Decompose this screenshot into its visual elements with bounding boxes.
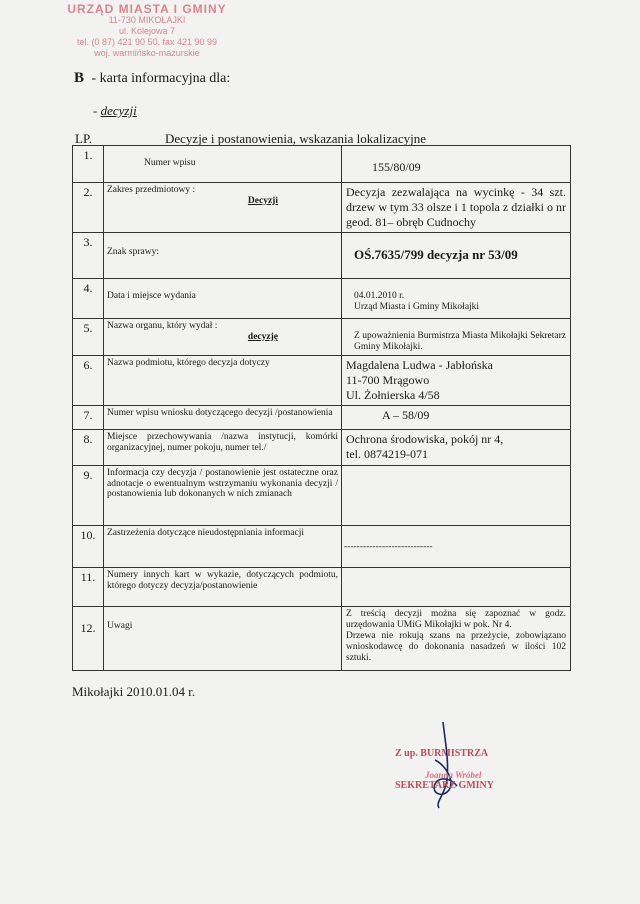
row-label-text: Numer wpisu wniosku dotyczącego decyzji /postanowienia [107,408,333,418]
row-number: 7. [73,406,104,430]
remarks-replanting: Drzewa nie rokują szans na przeżycie, zobowiązano wnioskodawcę do dokonania nasadzeń w ilości 102 sztuki. [346,631,566,663]
storage-place: Ochrona środowiska, pokój nr 4, [346,432,504,446]
row-number: 3. [73,233,104,279]
issue-place: Urząd Miasta i Gminy Mikołajki [354,302,480,312]
row-label [104,607,342,671]
row-number: 4. [73,279,104,319]
row-label-emphasis: decyzję [247,331,278,342]
table-row [73,607,571,671]
row-label-text: Znak sprawy: [107,247,159,257]
row-label [104,356,342,406]
row-value: ---------------------------- [342,526,571,568]
stamp-line: 11-730 MIKOŁAJKI [108,15,186,25]
row-number: 11. [73,568,104,607]
table-row [73,183,571,233]
subject-city: 11-700 Mrągowo [346,373,430,387]
row-number: 1. [73,146,104,183]
row-label [104,319,342,356]
subtype-dash: - [93,103,98,118]
signature-stamp [395,748,545,791]
remarks-access: Z treścią decyzji można się zapoznać w godz. urzędowania UMiG Mikołajki w pok. Nr 4. [346,609,566,630]
row-value: 155/80/09 [342,146,571,183]
row-label [104,526,342,568]
table-row [73,146,571,183]
card-subtype [93,103,137,119]
card-heading [74,70,230,87]
row-label-text: Nazwa podmiotu, którego decyzja dotyczy [107,358,270,368]
row-label-text: Uwagi [107,621,133,631]
table-header-lp: LP. [75,131,92,146]
row-number: 5. [73,319,104,356]
subject-street: Ul. Żołnierska 4/58 [346,388,440,402]
row-value: Decyzja zezwalająca na wycinkę - 34 szt. drzew w tym 33 olsze i 1 topola z działki o nr geod. 81– obręb Cudnochy [342,183,571,233]
table-row [73,233,571,279]
table-row [73,356,571,406]
stamp-line: URZĄD MIASTA I GMINY [67,2,227,16]
row-number: 9. [73,466,104,526]
card-letter: B [74,70,85,86]
row-value: OŚ.7635/799 decyzja nr 53/09 [342,233,571,279]
stamp-line: woj. warmińsko-mazurskie [94,48,200,58]
row-label-text: Zastrzeżenia dotyczące nieudostępniania informacji [107,528,305,538]
subtype-text: decyzji [100,103,137,118]
stamp-line: ul. Kolejowa 7 [118,26,176,36]
row-label-emphasis: Decyzji [247,195,278,206]
issue-date: 04.01.2010 r. [354,291,405,301]
stamp-line: tel. (0 87) 421 90 50, fax 421 90 99 [76,37,218,47]
table-row [73,466,571,526]
table-row [73,319,571,356]
row-label [104,233,342,279]
row-label-text: Informacja czy decyzja / postanowienie jest ostateczne oraz adnotacje o ewentualnym wstrzymaniu wykonania decyzji / postanowienia lub dokonanych w nich zmianach [107,468,338,499]
signature-scribble-icon [405,720,465,810]
row-value [342,430,571,466]
row-number: 12. [73,607,104,671]
row-label-text: Nazwa organu, który wydał : [107,321,218,331]
row-value [342,466,571,526]
signature-line-3: SEKRETARZ GMINY [395,780,494,791]
table-header-title: Decyzje i postanowienia, wskazania lokalizacyjne [165,131,426,146]
table-row [73,430,571,466]
office-stamp [52,4,242,59]
row-label [104,183,342,233]
signature-line-2: Joanna Wróbel [425,770,482,780]
row-value [342,568,571,607]
row-label-text: Numery innych kart w wykazie, dotyczących podmiotu, którego dotyczy decyzja/postanowienie [107,570,338,591]
row-label-text: Numer wpisu [144,158,196,168]
row-value [342,356,571,406]
row-label [104,430,342,466]
table-row [73,568,571,607]
table-row [73,279,571,319]
row-label-text: Data i miejsce wydania [107,291,196,301]
row-number: 6. [73,356,104,406]
row-value [342,279,571,319]
row-label [104,466,342,526]
subject-name: Magdalena Ludwa - Jabłońska [346,358,493,372]
row-value [342,607,571,671]
card-heading-text: - karta informacyjna dla: [91,71,231,86]
table-row [73,526,571,568]
table-row [73,406,571,430]
storage-phone: tel. 0874219-071 [346,447,428,461]
row-label-text: Miejsce przechowywania /nazwa instytucji, komórki organizacyjnej, numer pokoju, numer tel./ [107,432,338,453]
info-table [72,145,571,671]
row-number: 2. [73,183,104,233]
row-label [104,279,342,319]
row-value: Z upoważnienia Burmistrza Miasta Mikołajki Sekretarz Gminy Mikołajki. [342,319,571,356]
row-label [104,568,342,607]
row-number: 8. [73,430,104,466]
row-label [104,146,342,183]
row-number: 10. [73,526,104,568]
row-label-text: Zakres przedmiotowy : [107,185,196,195]
row-value: A – 58/09 [342,406,571,430]
signature-line-1: Z up. BURMISTRZA [395,748,489,759]
row-label [104,406,342,430]
place-date: Mikołajki 2010.01.04 r. [72,684,196,699]
